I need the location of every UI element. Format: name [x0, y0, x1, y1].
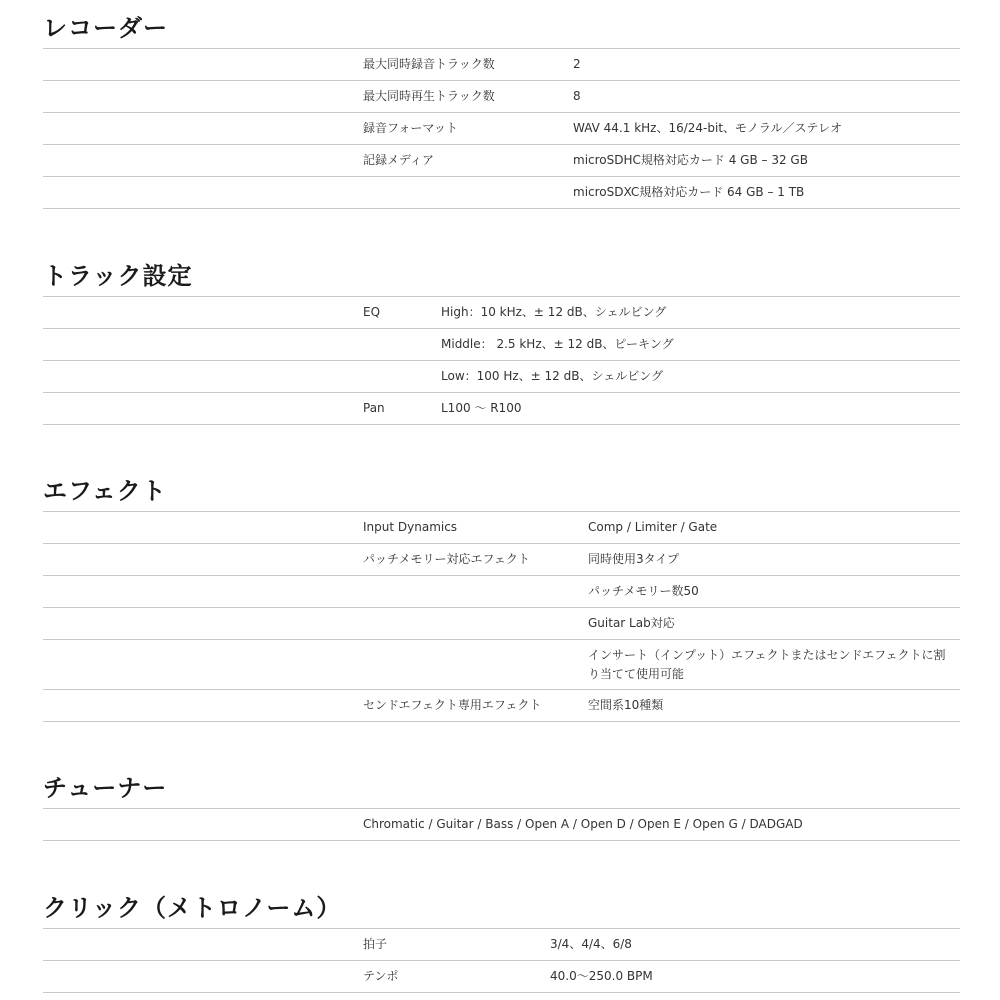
- spec-value: パッチメモリー数50: [588, 584, 699, 598]
- click-metronome-section: [43, 888, 960, 993]
- spec-value: Middle： 2.5 kHz、± 12 dB、ピーキング: [441, 337, 674, 351]
- spec-label: Pan: [363, 401, 385, 415]
- spec-label: テンポ: [363, 969, 399, 983]
- recorder-spec-table: [43, 48, 960, 209]
- spec-label: Chromatic / Guitar / Bass / Open A / Open D / Open E / Open G / DADGAD: [363, 817, 803, 831]
- spec-value: microSDHC規格対応カード 4 GB – 32 GB: [573, 153, 808, 167]
- spec-label: 最大同時録音トラック数: [363, 57, 495, 71]
- effect-section: [43, 471, 960, 722]
- spec-value: L100 〜 R100: [441, 401, 522, 415]
- spec-row: [43, 297, 960, 329]
- spec-value: WAV 44.1 kHz、16/24-bit、モノラル／ステレオ: [573, 121, 843, 135]
- spec-row: [43, 361, 960, 393]
- effect-heading: エフェクト: [43, 477, 167, 505]
- spec-value: 8: [573, 89, 581, 103]
- spec-label: パッチメモリー対応エフェクト: [363, 552, 530, 566]
- spec-row: [43, 81, 960, 113]
- spec-row: [43, 690, 960, 722]
- spec-value: 同時使用3タイプ: [588, 552, 680, 566]
- spec-value: 40.0〜250.0 BPM: [550, 969, 653, 983]
- track-settings-heading: トラック設定: [43, 262, 193, 290]
- spec-row: [43, 512, 960, 544]
- spec-row: [43, 393, 960, 425]
- tuner-spec-table: [43, 808, 960, 841]
- spec-row: [43, 145, 960, 177]
- spec-value: microSDXC規格対応カード 64 GB – 1 TB: [573, 185, 805, 199]
- spec-value: 2: [573, 57, 581, 71]
- click-spec-table: [43, 928, 960, 993]
- spec-row: [43, 177, 960, 209]
- spec-row: [43, 113, 960, 145]
- spec-row: [43, 809, 960, 841]
- spec-value: Guitar Lab対応: [588, 616, 675, 630]
- click-metronome-heading: クリック（メトロノーム）: [43, 894, 342, 922]
- spec-value: 3/4、4/4、6/8: [550, 937, 632, 951]
- spec-row: [43, 929, 960, 961]
- spec-row: [43, 49, 960, 81]
- recorder-section: [43, 8, 960, 209]
- spec-label: 最大同時再生トラック数: [363, 89, 495, 103]
- spec-label: Input Dynamics: [363, 520, 458, 534]
- effect-spec-table: [43, 511, 960, 722]
- tuner-section: [43, 768, 960, 841]
- spec-value: Comp / Limiter / Gate: [588, 520, 718, 534]
- spec-label: 拍子: [363, 937, 388, 951]
- recorder-heading: レコーダー: [43, 14, 168, 42]
- spec-label: EQ: [363, 305, 381, 319]
- spec-value: Low：100 Hz、± 12 dB、シェルビング: [441, 369, 663, 383]
- spec-value: High：10 kHz、± 12 dB、シェルビング: [441, 305, 667, 319]
- spec-label: センドエフェクト専用エフェクト: [363, 698, 542, 712]
- spec-row: [43, 608, 960, 640]
- spec-label: 記録メディア: [363, 153, 435, 167]
- track-settings-section: [43, 256, 960, 425]
- track-spec-table: [43, 296, 960, 425]
- spec-row: [43, 544, 960, 576]
- spec-row: [43, 640, 960, 690]
- spec-value: インサート（インプット）エフェクトまたはセンドエフェクトに割り当てて使用可能: [588, 648, 946, 681]
- spec-value: 空間系10種類: [588, 698, 664, 712]
- spec-row: [43, 576, 960, 608]
- spec-row: [43, 961, 960, 993]
- tuner-heading: チューナー: [43, 774, 168, 802]
- spec-row: [43, 329, 960, 361]
- spec-label: 録音フォーマット: [363, 121, 458, 135]
